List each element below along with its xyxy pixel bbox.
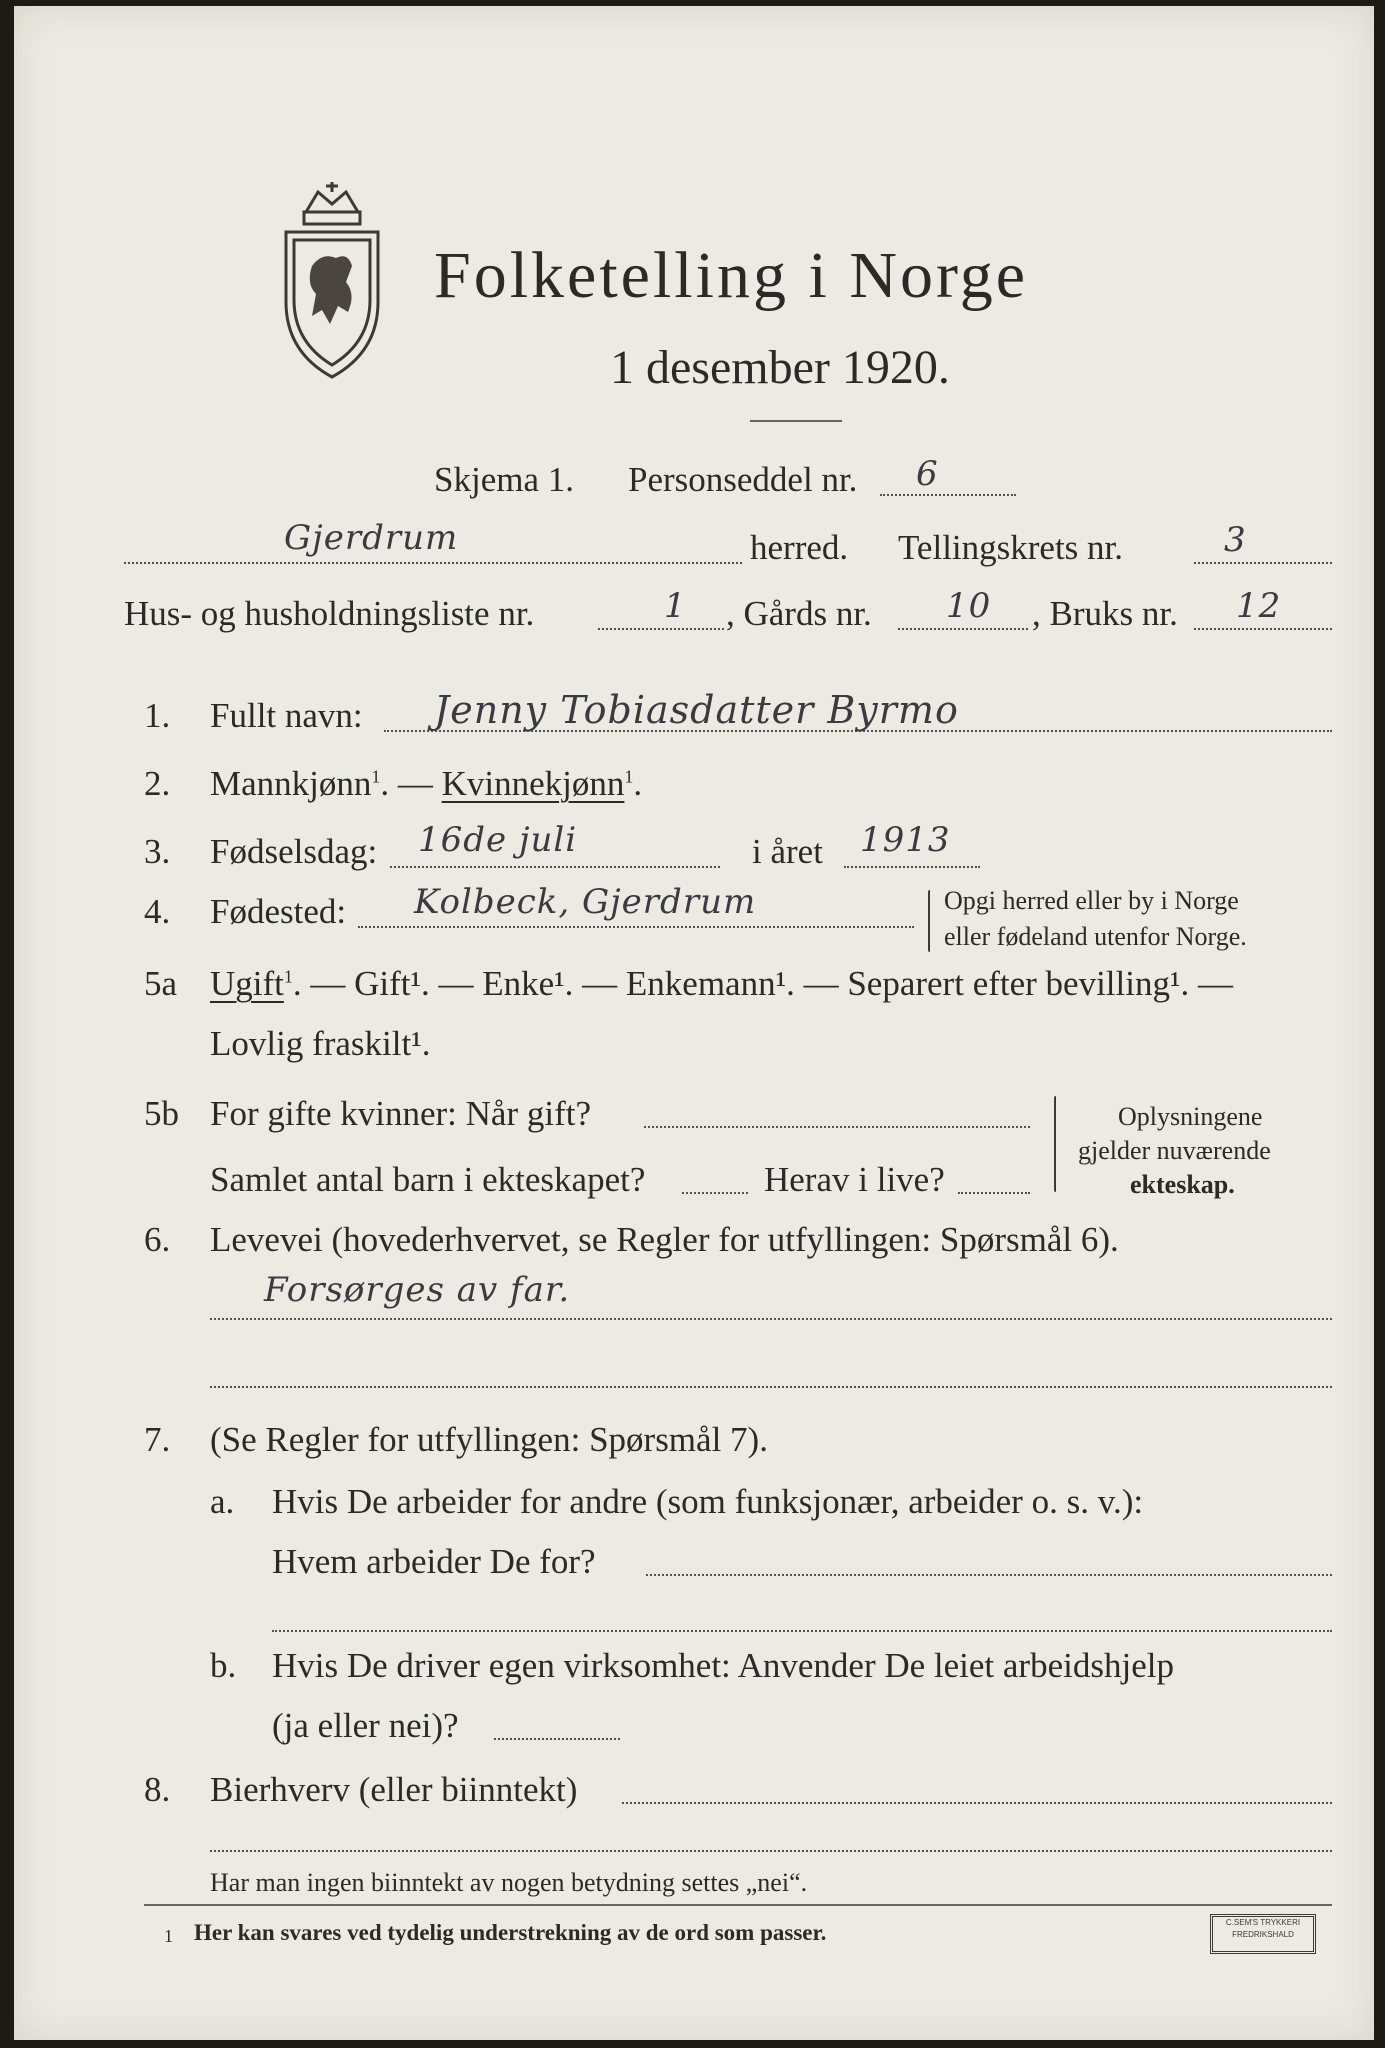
year-line <box>844 866 980 868</box>
q5b-number: 5b <box>144 1094 179 1133</box>
ugift-option[interactable]: Ugift <box>210 964 284 1003</box>
census-form-page <box>14 6 1374 2040</box>
q4-number: 4. <box>144 892 171 931</box>
q7b-letter: b. <box>210 1646 237 1685</box>
schema-label: Skjema 1. <box>434 460 574 499</box>
birthplace-value[interactable]: Kolbeck, Gjerdrum <box>414 882 757 922</box>
q5a-number: 5a <box>144 964 178 1003</box>
q7b-line1: Hvis De driver egen virksomhet: Anvender De leiet arbeidshjelp <box>272 1646 1174 1685</box>
personseddel-value[interactable]: 6 <box>916 454 939 494</box>
full-name-value[interactable]: Jenny Tobiasdatter Byrmo <box>434 688 959 732</box>
employer-line <box>646 1574 1332 1576</box>
gards-value[interactable]: 10 <box>946 586 992 626</box>
footnote-divider <box>144 1904 1332 1906</box>
children-line <box>682 1192 748 1194</box>
q5b-note-line2: gjelder nuværende <box>1078 1136 1271 1165</box>
tellingskrets-value[interactable]: 3 <box>1224 520 1247 560</box>
q5b-note-line3: ekteskap. <box>1130 1170 1235 1199</box>
tellingskrets-label: Tellingskrets nr. <box>898 528 1124 567</box>
q6-number: 6. <box>144 1220 171 1259</box>
q4-note-line1: Opgi herred eller by i Norge <box>944 886 1239 915</box>
bruks-label: , Bruks nr. <box>1032 594 1178 633</box>
q7a-letter: a. <box>210 1482 235 1521</box>
occupation-line-2 <box>210 1386 1332 1388</box>
personseddel-line <box>880 494 1016 496</box>
hus-line <box>598 628 724 630</box>
q1-number: 1. <box>144 696 171 735</box>
bruks-value[interactable]: 12 <box>1236 586 1282 626</box>
married-when-line <box>644 1126 1030 1128</box>
q7a-line2: Hvem arbeider De for? <box>272 1542 596 1581</box>
personseddel-label: Personseddel nr. <box>628 460 858 499</box>
q3-label: Fødselsdag: <box>210 832 378 871</box>
birth-year-value[interactable]: 1913 <box>860 820 951 860</box>
birthday-value[interactable]: 16de juli <box>418 820 578 860</box>
hired-help-line <box>494 1738 620 1740</box>
alive-line <box>958 1192 1030 1194</box>
male-option[interactable]: Mannkjønn <box>210 764 372 803</box>
q5b-brace <box>1054 1096 1056 1192</box>
marital-status-line2: Lovlig fraskilt¹. <box>210 1024 431 1063</box>
birthday-line <box>390 866 720 868</box>
footnote-marker: 1 <box>164 1926 173 1946</box>
side-income-line <box>622 1802 1332 1804</box>
hus-label: Hus- og husholdningsliste nr. <box>124 594 535 633</box>
q8-number: 8. <box>144 1770 171 1809</box>
gards-line <box>898 628 1028 630</box>
title-divider <box>750 420 842 422</box>
printer-stamp: C.SEM'S TRYKKERI FREDRIKSHALD <box>1210 1914 1316 1954</box>
q4-note-line2: eller fødeland utenfor Norge. <box>944 922 1247 951</box>
q2-number: 2. <box>144 764 171 803</box>
q5b-alive-label: Herav i live? <box>764 1160 945 1199</box>
occupation-value[interactable]: Forsørges av far. <box>264 1270 571 1310</box>
herred-value[interactable]: Gjerdrum <box>284 518 459 558</box>
q2-options: Mannkjønn$^1$. — Kvinnekjønn$^1$. <box>210 764 643 803</box>
q3-number: 3. <box>144 832 171 871</box>
hus-value[interactable]: 1 <box>664 586 687 626</box>
gards-label: , Gårds nr. <box>726 594 872 633</box>
q5b-children-label: Samlet antal barn i ekteskapet? <box>210 1160 646 1199</box>
herred-label: herred. <box>750 528 849 567</box>
employer-line-2 <box>272 1630 1332 1632</box>
q7-label: (Se Regler for utfyllingen: Spørsmål 7). <box>210 1420 768 1459</box>
q4-label: Fødested: <box>210 892 347 931</box>
q8-note: Har man ingen biinntekt av nogen betydning settes „nei“. <box>210 1868 808 1897</box>
herred-line <box>124 562 742 564</box>
birthplace-line <box>358 926 914 928</box>
q6-label: Levevei (hovederhvervet, se Regler for utfyllingen: Spørsmål 6). <box>210 1220 1119 1259</box>
q7-number: 7. <box>144 1420 171 1459</box>
q1-label: Fullt navn: <box>210 696 363 735</box>
q8-label: Bierhverv (eller biinntekt) <box>210 1770 578 1809</box>
year-label: i året <box>752 832 823 871</box>
coat-of-arms-icon <box>266 182 398 382</box>
female-option[interactable]: Kvinnekjønn <box>441 764 625 803</box>
census-date: 1 desember 1920. <box>610 341 950 394</box>
side-income-line-2 <box>210 1850 1332 1852</box>
q5b-note-line1: Oplysningene <box>1118 1102 1263 1131</box>
occupation-line <box>210 1318 1332 1320</box>
q7a-line1: Hvis De arbeider for andre (som funksjonær, arbeider o. s. v.): <box>272 1482 1144 1521</box>
footnote-text: Her kan svares ved tydelig understrekning av de ord som passer. <box>194 1920 827 1945</box>
marital-status-options: Ugift$^1$. — Gift¹. — Enke¹. — Enkemann¹. — Separert efter bevilling¹. — <box>210 964 1233 1003</box>
form-title: Folketelling i Norge <box>434 239 1029 312</box>
q7b-line2: (ja eller nei)? <box>272 1706 459 1745</box>
bruks-line <box>1194 628 1332 630</box>
tellingskrets-line <box>1194 562 1332 564</box>
q5b-line1: For gifte kvinner: Når gift? <box>210 1094 592 1133</box>
q4-brace <box>928 890 930 952</box>
